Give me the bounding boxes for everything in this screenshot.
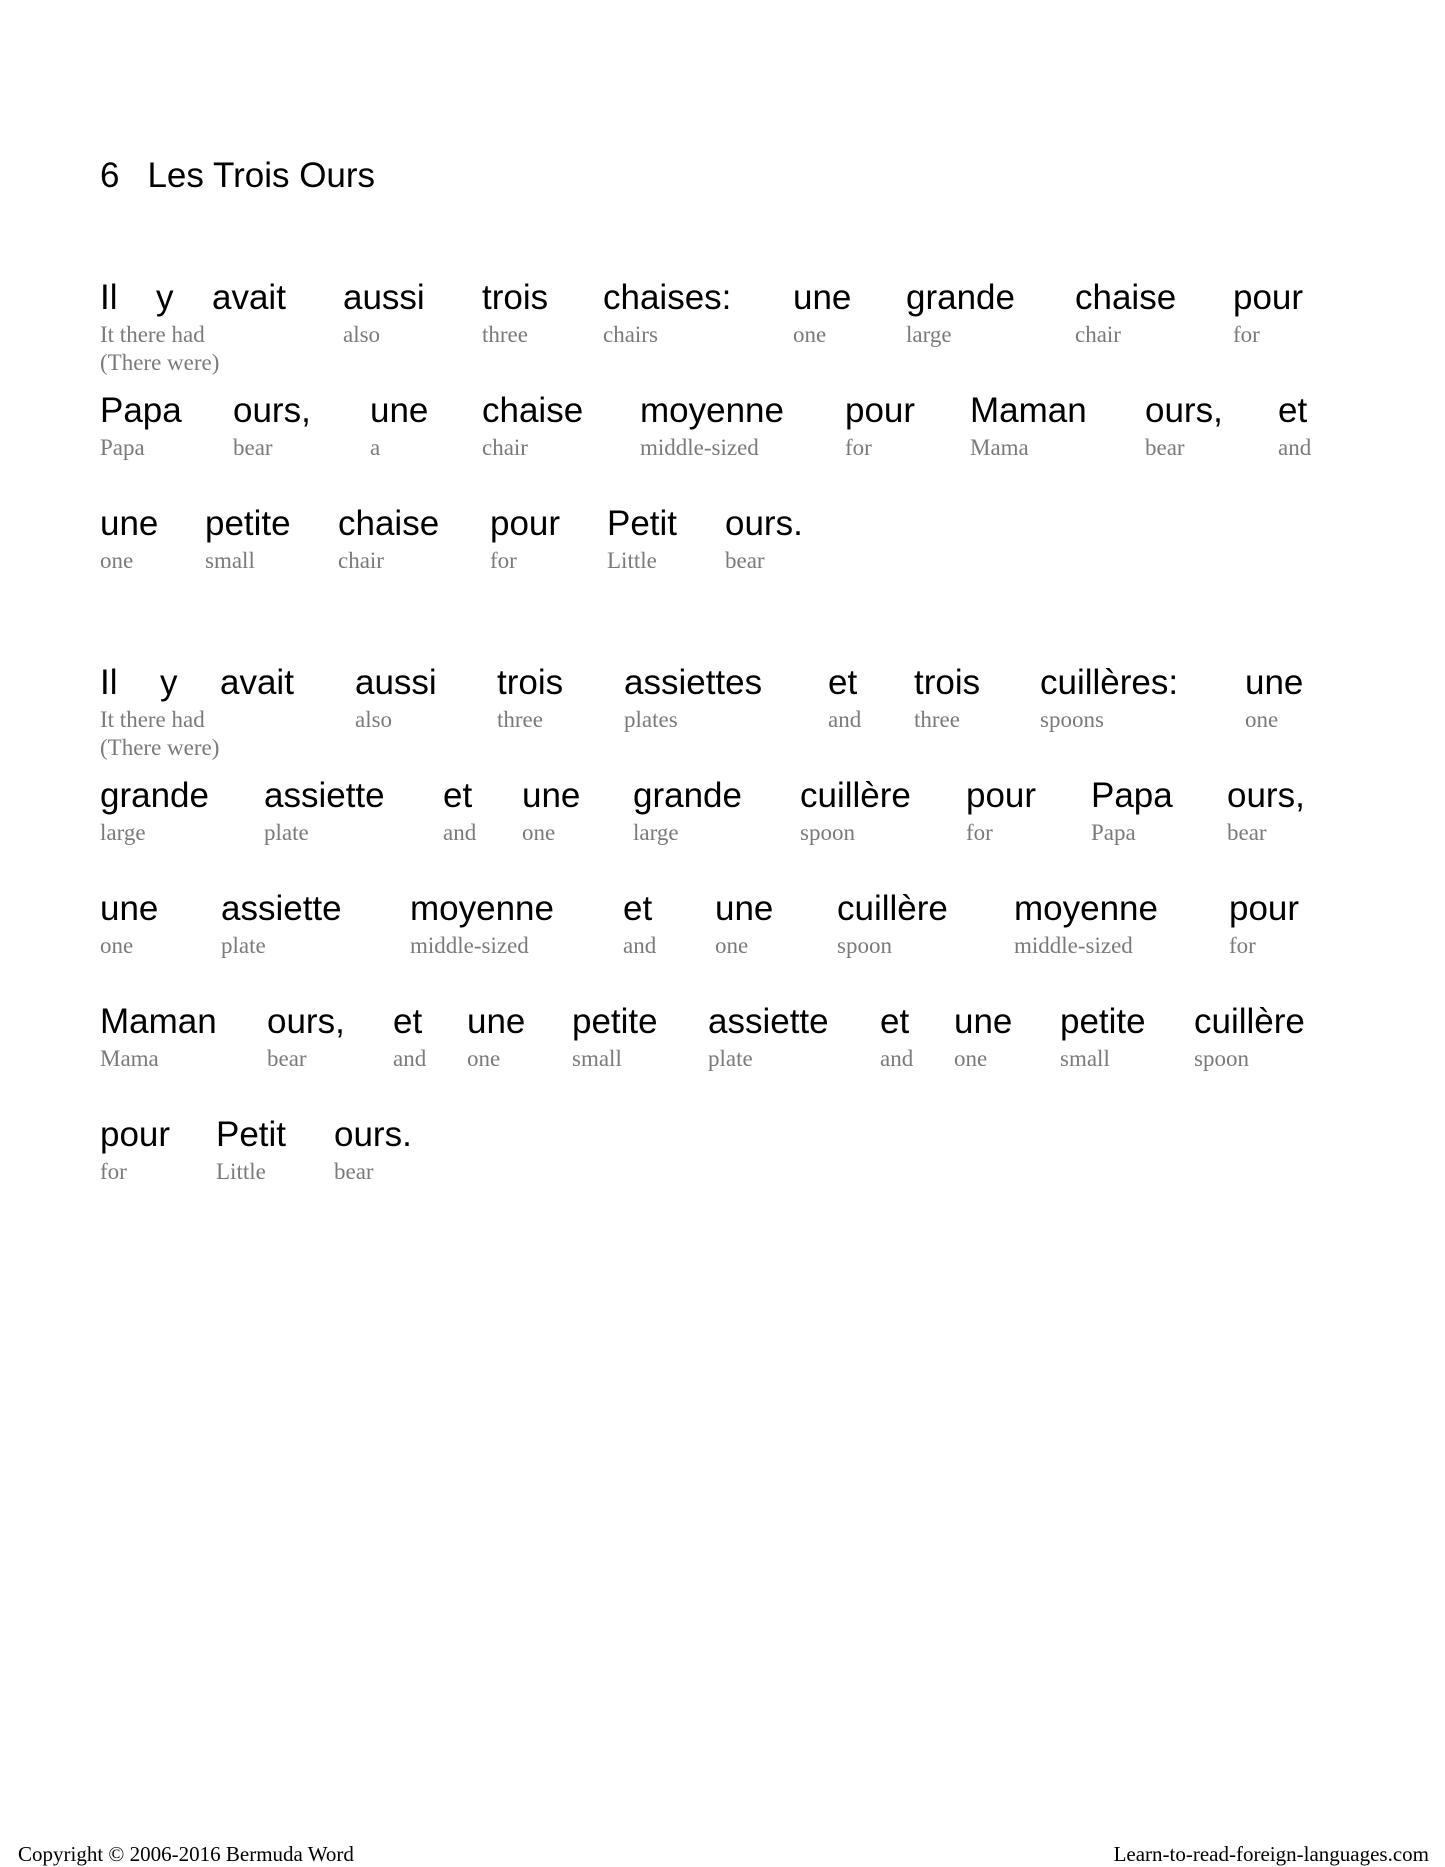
french-word: assiettes xyxy=(624,663,763,702)
english-gloss: for xyxy=(100,1159,127,1184)
french-word: et xyxy=(393,1002,423,1041)
french-word: une xyxy=(1245,663,1304,702)
english-gloss: and xyxy=(393,1046,427,1071)
english-gloss-note: (There were) xyxy=(100,350,220,375)
french-word: et xyxy=(880,1002,910,1041)
english-gloss: Little xyxy=(216,1159,266,1184)
french-word: une xyxy=(100,889,159,928)
french-word: Il xyxy=(100,663,118,702)
english-gloss: one xyxy=(793,322,827,347)
english-gloss: Little xyxy=(607,548,657,573)
chapter-title: Les Trois Ours xyxy=(147,156,376,195)
french-word: assiette xyxy=(708,1002,829,1041)
french-word: Petit xyxy=(216,1115,287,1154)
french-word: y xyxy=(156,278,174,317)
english-gloss: one xyxy=(100,933,134,958)
english-gloss: spoon xyxy=(1194,1046,1249,1071)
french-word: cuillère xyxy=(837,889,948,928)
page-title xyxy=(100,158,375,193)
french-word: grande xyxy=(906,278,1015,317)
english-gloss: one xyxy=(954,1046,988,1071)
french-word: et xyxy=(1278,391,1308,430)
english-gloss-note: (There were) xyxy=(100,735,220,760)
french-word: cuillère xyxy=(1194,1002,1305,1041)
french-word: Petit xyxy=(607,504,678,543)
english-gloss: and xyxy=(1278,435,1312,460)
english-gloss: large xyxy=(100,820,146,845)
french-word: et xyxy=(443,776,473,815)
english-gloss: small xyxy=(1060,1046,1110,1071)
english-gloss: bear xyxy=(725,548,765,573)
english-gloss: bear xyxy=(233,435,273,460)
english-gloss: also xyxy=(355,707,393,732)
english-gloss: It there had xyxy=(100,707,205,732)
french-word: assiette xyxy=(221,889,342,928)
english-gloss: large xyxy=(633,820,679,845)
french-word: pour xyxy=(1233,278,1304,317)
english-gloss: middle-sized xyxy=(410,933,529,958)
english-gloss: and xyxy=(443,820,477,845)
english-gloss: for xyxy=(1229,933,1256,958)
french-word: ours. xyxy=(725,504,803,543)
french-word: ours, xyxy=(1227,776,1305,815)
english-gloss: three xyxy=(914,707,960,732)
english-gloss: bear xyxy=(1145,435,1185,460)
footer-copyright: Copyright © 2006-2016 Bermuda Word xyxy=(18,1842,354,1866)
french-word: grande xyxy=(100,776,209,815)
english-gloss: one xyxy=(467,1046,501,1071)
french-word: ours. xyxy=(334,1115,412,1154)
english-gloss: chair xyxy=(338,548,384,573)
french-word: une xyxy=(793,278,852,317)
french-word: chaise xyxy=(1075,278,1177,317)
english-gloss: for xyxy=(966,820,993,845)
english-gloss: bear xyxy=(334,1159,374,1184)
french-word: une xyxy=(467,1002,526,1041)
french-word: trois xyxy=(914,663,981,702)
french-word: moyenne xyxy=(640,391,784,430)
english-gloss: Papa xyxy=(1091,820,1136,845)
english-gloss: one xyxy=(1245,707,1279,732)
english-gloss: plate xyxy=(264,820,309,845)
english-gloss: one xyxy=(522,820,556,845)
french-word: une xyxy=(522,776,581,815)
french-word: Papa xyxy=(1091,776,1173,815)
french-word: avait xyxy=(212,278,286,317)
english-gloss: three xyxy=(497,707,543,732)
french-word: une xyxy=(100,504,159,543)
french-word: cuillères: xyxy=(1040,663,1179,702)
english-gloss: middle-sized xyxy=(1014,933,1133,958)
english-gloss: one xyxy=(715,933,749,958)
english-gloss: also xyxy=(343,322,381,347)
french-word: petite xyxy=(1060,1002,1146,1041)
french-word: aussi xyxy=(355,663,437,702)
french-word: moyenne xyxy=(1014,889,1158,928)
french-word: et xyxy=(623,889,653,928)
english-gloss: chair xyxy=(482,435,528,460)
french-word: ours, xyxy=(267,1002,345,1041)
english-gloss: for xyxy=(1233,322,1260,347)
french-word: une xyxy=(370,391,429,430)
french-word: chaise xyxy=(338,504,440,543)
french-word: assiette xyxy=(264,776,385,815)
french-word: grande xyxy=(633,776,742,815)
english-gloss: small xyxy=(205,548,255,573)
english-gloss: plate xyxy=(221,933,266,958)
english-gloss: Mama xyxy=(970,435,1029,460)
english-gloss: spoon xyxy=(837,933,892,958)
english-gloss: middle-sized xyxy=(640,435,759,460)
english-gloss: one xyxy=(100,548,134,573)
french-word: Maman xyxy=(970,391,1087,430)
english-gloss: for xyxy=(845,435,872,460)
french-word: trois xyxy=(497,663,564,702)
french-word: aussi xyxy=(343,278,425,317)
french-word: moyenne xyxy=(410,889,554,928)
english-gloss: chair xyxy=(1075,322,1121,347)
french-word: chaise xyxy=(482,391,584,430)
chapter-number: 6 xyxy=(100,156,120,195)
english-gloss: bear xyxy=(1227,820,1267,845)
french-word: chaises: xyxy=(603,278,732,317)
french-word: une xyxy=(954,1002,1013,1041)
english-gloss: and xyxy=(880,1046,914,1071)
english-gloss: a xyxy=(370,435,381,460)
english-gloss: bear xyxy=(267,1046,307,1071)
english-gloss: large xyxy=(906,322,952,347)
english-gloss: Mama xyxy=(100,1046,159,1071)
french-word: Papa xyxy=(100,391,182,430)
french-word: pour xyxy=(100,1115,171,1154)
french-word: pour xyxy=(845,391,916,430)
french-word: pour xyxy=(490,504,561,543)
english-gloss: for xyxy=(490,548,517,573)
french-word: Maman xyxy=(100,1002,217,1041)
french-word: pour xyxy=(1229,889,1300,928)
french-word: ours, xyxy=(1145,391,1223,430)
french-word: Il xyxy=(100,278,118,317)
english-gloss: plate xyxy=(708,1046,753,1071)
french-word: pour xyxy=(966,776,1037,815)
french-word: et xyxy=(828,663,858,702)
english-gloss: small xyxy=(572,1046,622,1071)
english-gloss: chairs xyxy=(603,322,658,347)
english-gloss: It there had xyxy=(100,322,205,347)
english-gloss: and xyxy=(623,933,657,958)
french-word: une xyxy=(715,889,774,928)
french-word: petite xyxy=(572,1002,658,1041)
french-word: y xyxy=(160,663,178,702)
english-gloss: plates xyxy=(624,707,678,732)
french-word: cuillère xyxy=(800,776,911,815)
english-gloss: and xyxy=(828,707,862,732)
french-word: trois xyxy=(482,278,549,317)
french-word: ours, xyxy=(233,391,311,430)
english-gloss: spoon xyxy=(800,820,855,845)
french-word: petite xyxy=(205,504,291,543)
footer-site: Learn-to-read-foreign-languages.com xyxy=(1113,1842,1429,1866)
french-word: avait xyxy=(220,663,294,702)
english-gloss: three xyxy=(482,322,528,347)
english-gloss: Papa xyxy=(100,435,145,460)
english-gloss: spoons xyxy=(1040,707,1104,732)
